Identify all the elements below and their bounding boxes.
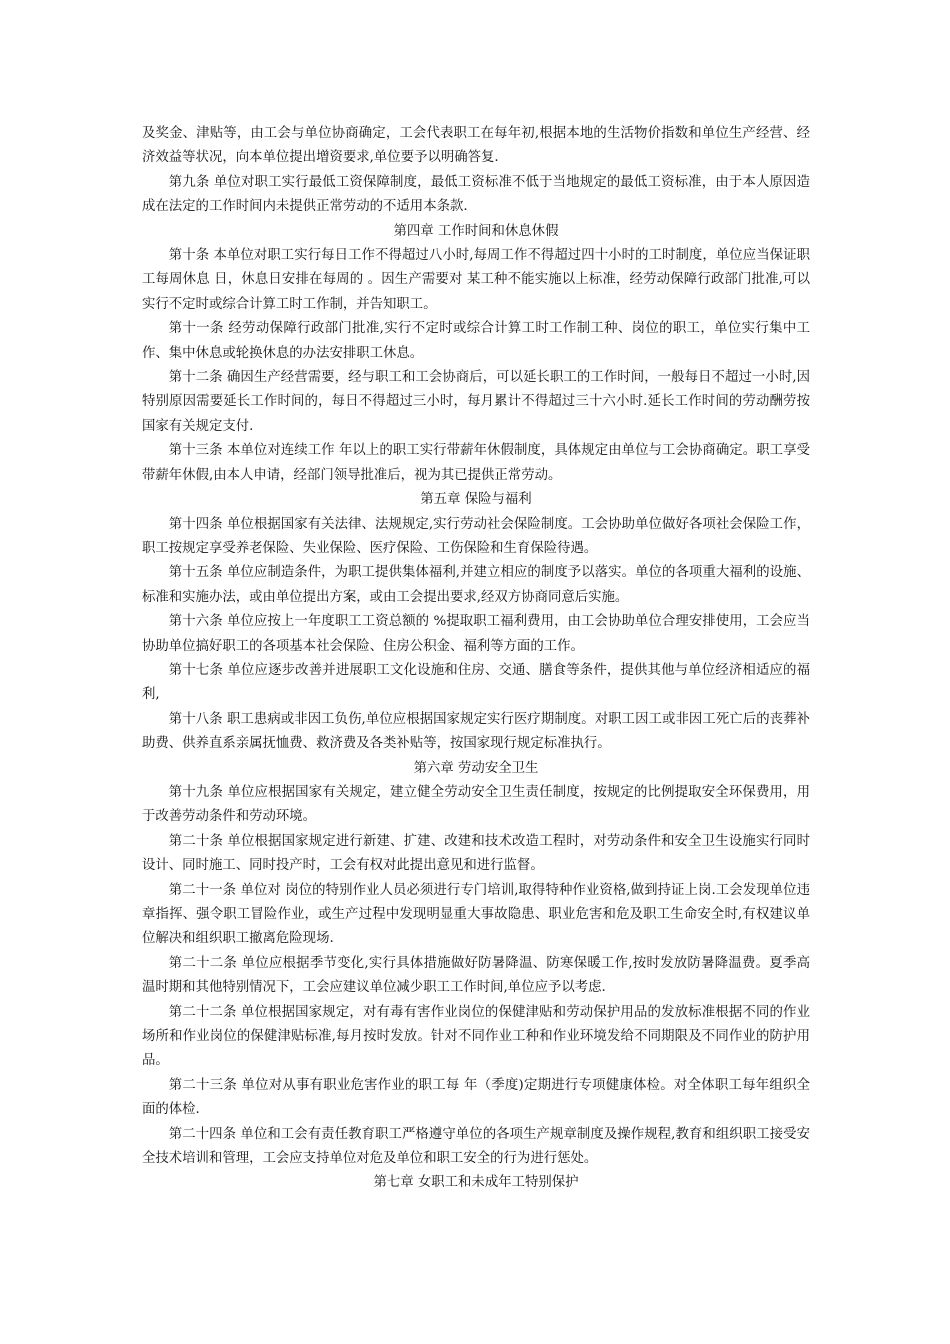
article-paragraph: 第十五条 单位应制造条件，为职工提供集体福利,并建立相应的制度予以落实。单位的各项重大福利的设施、标准和实施办法，或由单位提出方案，或由工会提出要求,经双方协商同意后实施。 bbox=[142, 565, 810, 605]
article-paragraph: 第十八条 职工患病或非因工负伤,单位应根据国家规定实行医疗期制度。对职工因工或非因工死亡后的丧葬补助费、供养直系亲属抚恤费、救济费及各类补贴等，按国家现行规定标准执行。 bbox=[142, 711, 810, 752]
article-paragraph: 第十一条 经劳动保障行政部门批准,实行不定时或综合计算工时工作制工种、岗位的职工，单位实行集中工作、集中休息或轮换休息的办法安排职工休息。 bbox=[142, 321, 810, 361]
article-paragraph: 第十四条 单位根据国家有关法律、法规规定,实行劳动社会保险制度。工会协助单位做好各项社会保险工作，职工按规定享受养老保险、失业保险、医疗保险、工伤保险和生育保险待遇。 bbox=[142, 516, 810, 556]
article-paragraph: 第九条 单位对职工实行最低工资保障制度，最低工资标准不低于当地规定的最低工资标准，由于本人原因造成在法定的工作时间内未提供正常劳动的不适用本条款. bbox=[142, 174, 810, 215]
chapter-heading: 第四章 工作时间和休息休假 bbox=[393, 223, 559, 239]
article-paragraph: 第十七条 单位应逐步改善并进展职工文化设施和住房、交通、膳食等条件，提供其他与单位经济相适应的福利, bbox=[142, 662, 810, 703]
article-paragraph: 第二十二条 单位应根据季节变化,实行具体措施做好防暑降温、防寒保暖工作,按时发放防暑降温费。夏季高温时期和其他特别情况下，工会应建议单位减少职工工作时间,单位应予以考虑. bbox=[142, 955, 810, 996]
article-paragraph: 第十九条 单位应根据国家有关规定，建立健全劳动安全卫生责任制度，按规定的比例提取安全环保费用，用于改善劳动条件和劳动环境。 bbox=[142, 784, 810, 825]
article-paragraph: 第十三条 本单位对连续工作 年以上的职工实行带薪年休假制度，具体规定由单位与工会协商确定。职工享受带薪年休假,由本人申请，经部门领导批准后，视为其已提供正常劳动。 bbox=[142, 443, 810, 483]
chapter-heading: 第五章 保险与福利 bbox=[420, 492, 532, 508]
chapter-heading: 第六章 劳动安全卫生 bbox=[413, 760, 539, 776]
article-paragraph: 第十二条 确因生产经营需要，经与职工和工会协商后，可以延长职工的工作时间，一般每日不超过一小时,因特别原因需要延长工作时间的，每日不得超过三小时，每月累计不得超过三十六小时.延长工作时间的劳动酬劳按国家有关规定支付. bbox=[142, 370, 810, 434]
chapter-heading: 第七章 女职工和未成年工特别保护 bbox=[373, 1175, 579, 1191]
article-paragraph: 及奖金、津贴等，由工会与单位协商确定，工会代表职工在每年初,根据本地的生活物价指数和单位生产经营、经济效益等状况，向本单位提出增资要求,单位要予以明确答复. bbox=[142, 126, 810, 166]
article-paragraph: 第二十四条 单位和工会有责任教育职工严格遵守单位的各项生产规章制度及操作规程,教育和组织职工接受安全技术培训和管理，工会应支持单位对危及单位和职工安全的行为进行惩处。 bbox=[142, 1126, 810, 1167]
article-paragraph: 第二十一条 单位对 岗位的特别作业人员必须进行专门培训,取得特种作业资格,做到持证上岗.工会发现单位违章指挥、强令职工冒险作业，或生产过程中发现明显重大事故隐患、职业危害和危及职工生命安全时,有权建议单位解决和组织职工撤离危险现场. bbox=[142, 882, 810, 947]
article-paragraph: 第二十三条 单位对从事有职业危害作业的职工每 年（季度)定期进行专项健康体检。对全体职工每年组织全面的体检. bbox=[142, 1077, 810, 1118]
document-page bbox=[142, 122, 810, 1196]
article-paragraph: 第十六条 单位应按上一年度职工工资总额的 %提取职工福利费用，由工会协助单位合理安排使用，工会应当协助单位搞好职工的各项基本社会保险、住房公积金、福利等方面的工作。 bbox=[142, 614, 810, 654]
article-paragraph: 第二十二条 单位根据国家规定，对有毒有害作业岗位的保健津贴和劳动保护用品的发放标准根据不同的作业场所和作业岗位的保健津贴标准,每月按时发放。针对不同作业工种和作业环境发给不同期限及不同作业的防护用品。 bbox=[142, 1004, 810, 1069]
article-paragraph: 第二十条 单位根据国家规定进行新建、扩建、改建和技术改造工程时，对劳动条件和安全卫生设施实行同时设计、同时施工、同时投产时，工会有权对此提出意见和进行监督。 bbox=[142, 833, 810, 874]
article-paragraph: 第十条 本单位对职工实行每日工作不得超过八小时,每周工作不得超过四十小时的工时制度，单位应当保证职工每周休息 日，休息日安排在每周的 。因生产需要对 某工种不能实施以上标准，经劳动保障行政部门批准,可以实行不定时或综合计算工时工作制，并告知职工。 bbox=[142, 248, 810, 312]
